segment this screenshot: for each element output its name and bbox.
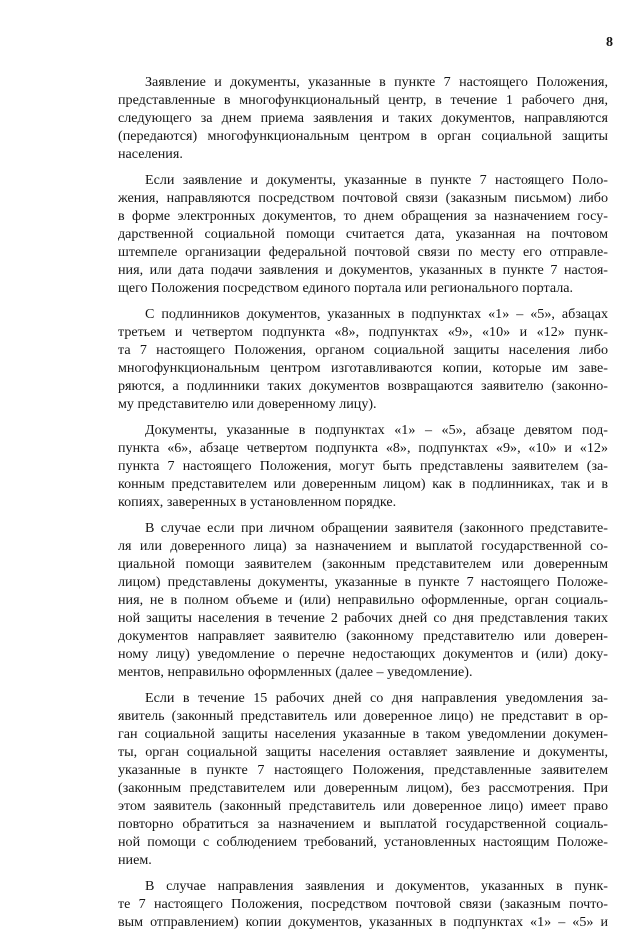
paragraph	[118, 519, 608, 681]
text-line: нием.	[118, 852, 152, 868]
text-line: ния, не в полном объеме и (или) неправильно оформленные, орган социаль-	[118, 592, 608, 608]
text-line: пункта «6», абзаце четвертом подпункта «8», подпунктах «9», «10» и «12»	[118, 440, 608, 456]
text-line: ному лицу) уведомление о перечне недостающих документов и (или) доку-	[118, 646, 608, 662]
text-line: явитель (законный представитель или доверенное лицо) не представит в ор-	[118, 708, 608, 724]
text-line: ной помощи с соблюдением требований, установленных настоящим Положе-	[118, 834, 608, 850]
text-line: ментов, неправильно оформленных (далее – уведомление).	[118, 664, 473, 680]
text-line: Заявление и документы, указанные в пункте 7 настоящего Положения,	[145, 74, 608, 90]
paragraph	[118, 877, 608, 931]
text-line: указанные в пункте 7 настоящего Положения, представленные заявителем	[118, 762, 608, 778]
text-line: та 7 настоящего Положения, органом социальной защиты населения либо	[118, 342, 608, 358]
text-line: циальной помощи заявителем (законным представителем или доверенным	[118, 556, 608, 572]
text-line: документов направляет заявителю (законному представителю или доверен-	[118, 628, 608, 644]
text-line: С подлинников документов, указанных в подпунктах «1» – «5», абзацах	[145, 306, 608, 322]
text-line: этом заявитель (законный представитель или доверенное лицо) имеет право	[118, 798, 608, 814]
text-line: ты, орган социальной защиты населения оставляет заявление и документы,	[118, 744, 608, 760]
document-body	[118, 73, 608, 931]
page-number: 8	[606, 35, 613, 50]
text-line: ля или доверенного лица) за назначением и выплатой государственной со-	[118, 538, 608, 554]
text-line: ной защиты населения в течение 2 рабочих дней со дня представления таких	[118, 610, 608, 626]
text-line: (передаются) многофункциональным центром в орган социальной защиты	[118, 128, 608, 144]
text-line: Документы, указанные в подпунктах «1» – «5», абзаце девятом под-	[145, 422, 608, 438]
paragraph	[118, 73, 608, 163]
text-line: представленные в многофункциональный центр, в течение 1 рабочего дня,	[118, 92, 608, 108]
text-line: ряются, а подлинники таких документов возвращаются заявителю (законно-	[118, 378, 608, 394]
text-line: следующего за днем приема заявления и таких документов, направляются	[118, 110, 608, 126]
text-line: копиях, заверенных в установленном порядке.	[118, 494, 397, 510]
text-line: те 7 настоящего Положения, посредством почтовой связи (заказным почто-	[118, 896, 608, 912]
text-line: ния, или дата подачи заявления и документов, указанных в пункте 7 настоя-	[118, 262, 608, 278]
text-line: третьем и четвертом подпункта «8», подпунктах «9», «10» и «12» пунк-	[118, 324, 608, 340]
text-line: ган социальной защиты населения указанные в таком уведомлении докумен-	[118, 726, 608, 742]
paragraph	[118, 305, 608, 413]
text-line: му представителю или доверенному лицу).	[118, 396, 377, 412]
text-line: щего Положения посредством единого портала или регионального портала.	[118, 280, 574, 296]
text-line: дарственной социальной помощи считается дата, указанная на почтовом	[118, 226, 608, 242]
text-line: многофункциональным центром изготавливаются копии, которые им заве-	[118, 360, 608, 376]
text-line: населения.	[118, 146, 183, 162]
text-line: В случае если при личном обращении заявителя (законного представите-	[145, 520, 608, 536]
text-line: жения, направляются посредством почтовой связи (заказным письмом) либо	[118, 190, 608, 206]
text-line: лицом) представлены документы, указанные в пункте 7 настоящего Положе-	[118, 574, 608, 590]
text-line: в форме электронных документов, то днем обращения за назначением госу-	[118, 208, 608, 224]
text-line: Если в течение 15 рабочих дней со дня направления уведомления за-	[145, 690, 608, 706]
text-line: вым отправлением) копии документов, указанных в подпунктах «1» – «5» и	[118, 914, 608, 930]
text-line: повторно обратиться за назначением и выплатой государственной социаль-	[118, 816, 608, 832]
text-line: штемпеле организации федеральной почтовой связи по месту его отправле-	[118, 244, 608, 260]
paragraph	[118, 171, 608, 297]
text-line: Если заявление и документы, указанные в пункте 7 настоящего Поло-	[145, 172, 608, 188]
text-line: пункта 7 настоящего Положения, могут быть представлены заявителем (за-	[118, 458, 608, 474]
text-line: (законным представителем или доверенным лицом), без рассмотрения. При	[118, 780, 608, 796]
text-line: конным представителем или доверенным лицом) как в подлинниках, так и в	[118, 476, 608, 492]
paragraph	[118, 421, 608, 511]
paragraph	[118, 689, 608, 869]
text-line: В случае направления заявления и документов, указанных в пунк-	[145, 878, 608, 894]
